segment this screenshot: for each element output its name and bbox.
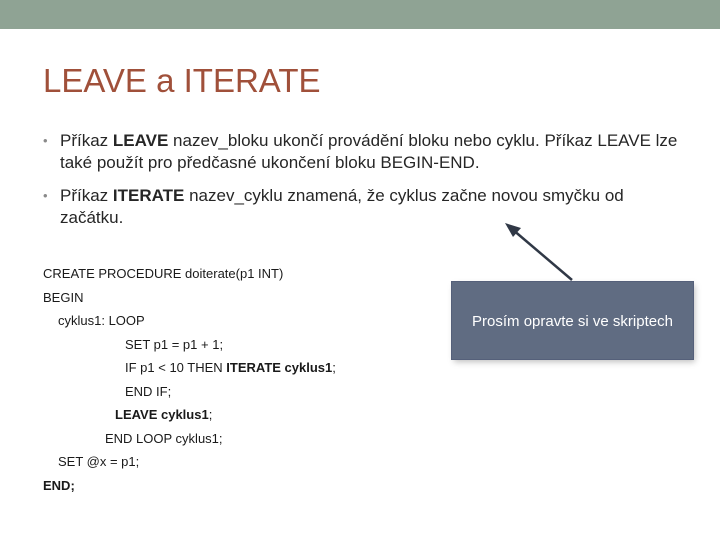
bullet-dot: • (43, 133, 48, 148)
code-text: BEGIN (43, 289, 84, 305)
bullet-dot: • (43, 188, 48, 203)
bullet-text: Příkaz (60, 131, 113, 150)
code-text: END LOOP cyklus1; (105, 430, 223, 446)
bullet-keyword: LEAVE (112, 131, 169, 150)
code-text: SET @x = p1; (58, 454, 140, 469)
code-text: IF p1 < 10 THEN (125, 360, 227, 375)
code-text: END IF; (125, 383, 172, 399)
arrow-shaft (512, 229, 572, 280)
code-text: ; (332, 360, 336, 375)
code-text: cyklus1: LOOP (58, 313, 145, 328)
bullet-text: nazev_cyklu znamená, že cyklus začne novou smyčku od začátku. (60, 186, 624, 227)
code-text: CREATE PROCEDURE doiterate(p1 INT) (43, 266, 284, 281)
code-keyword: ITERATE cyklus1 (226, 360, 333, 375)
bullet-text: nazev_bloku ukončí provádění bloku nebo cyklu. Příkaz LEAVE lze také použít pro předčasné ukončení bloku BEGIN-END. (60, 131, 678, 172)
bullet-text: Příkaz (60, 186, 113, 205)
code-keyword: LEAVE cyklus1 (115, 407, 209, 422)
slide-title: LEAVE a ITERATE (43, 62, 321, 99)
code-text: SET p1 = p1 + 1; (125, 336, 224, 352)
bullet-keyword: ITERATE (112, 186, 185, 205)
callout-text: Prosím opravte si ve skriptech (472, 313, 673, 330)
code-text: ; (208, 407, 213, 422)
code-keyword: END; (43, 477, 75, 493)
